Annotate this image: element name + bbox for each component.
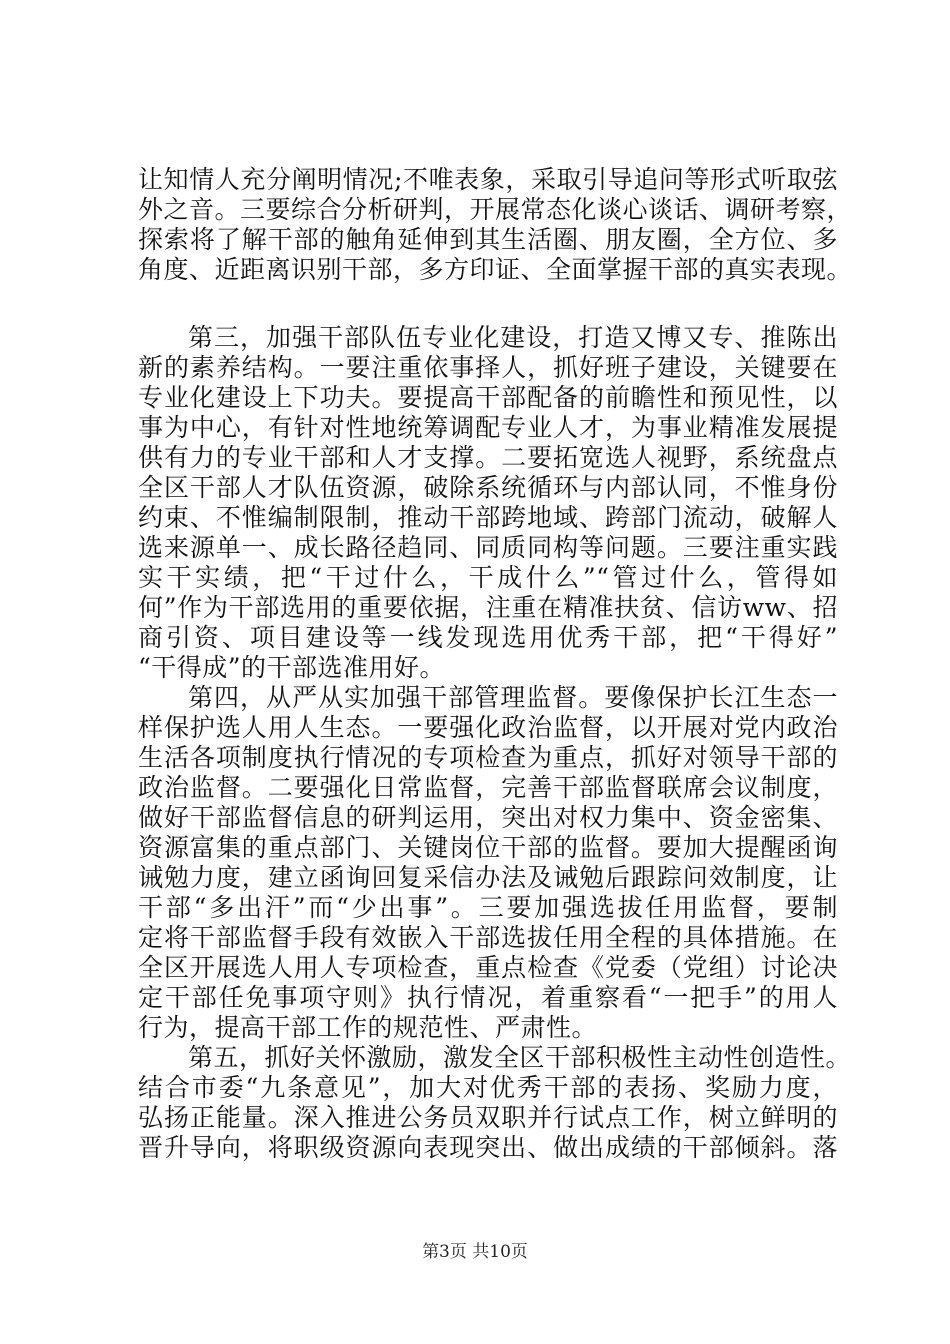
text-line: 约束、不惟编制限制，推动干部跨地域、跨部门流动，破解人	[138, 503, 838, 532]
text-line: 事为中心，有针对性地统筹调配专业人才，为事业精准发展提	[138, 413, 838, 442]
text-line: 供有力的专业干部和人才支撑。二要拓宽选人视野，系统盘点	[138, 443, 838, 472]
page-footer: 第3页 共10页	[422, 1242, 528, 1262]
text-line: 行为，提高干部工作的规范性、严肃性。	[138, 1013, 598, 1042]
paragraph	[138, 1043, 852, 1163]
text-line: 专业化建设上下功夫。要提高干部配备的前瞻性和预见性，以	[138, 383, 838, 412]
text-line: 选来源单一、成长路径趋同、同质同构等问题。三要注重实践	[138, 533, 838, 562]
text-line: 晋升导向，将职级资源向表现突出、做出成绩的干部倾斜。落	[138, 1133, 838, 1162]
text-line: 第四，从严从实加强干部管理监督。要像保护长江生态一	[188, 683, 838, 712]
text-line: 结合市委“九条意见”，加大对优秀干部的表扬、奖励力度，	[138, 1073, 838, 1102]
paragraph-gap	[138, 285, 838, 323]
text-line: 商引资、项目建设等一线发现选用优秀干部，把“干得好”	[138, 623, 838, 652]
text-line: 干部“多出汗”而“少出事”。三要加强选拔任用监督，要制	[138, 893, 838, 922]
paragraph	[138, 323, 838, 683]
paragraph	[138, 165, 853, 285]
text-line: 资源富集的重点部门、关键岗位干部的监督。要加大提醒函询	[138, 833, 838, 862]
text-line: “干得成”的干部选准用好。	[138, 653, 446, 682]
text-line: 实干实绩，把“干过什么，干成什么”“管过什么，管得如	[138, 563, 838, 592]
text-line: 第三，加强干部队伍专业化建设，打造又博又专、推陈出	[188, 323, 838, 352]
text-line: 政治监督。二要强化日常监督，完善干部监督联席会议制度，	[138, 773, 838, 802]
text-line: 全区干部人才队伍资源，破除系统循环与内部认同，不惟身份	[138, 473, 838, 502]
text-line: 外之音。三要综合分析研判，开展常态化谈心谈话、调研考察，	[138, 195, 853, 224]
text-line: 定干部任免事项守则》执行情况，着重察看“一把手”的用人	[138, 983, 838, 1012]
text-line: 诫勉力度，建立函询回复采信办法及诫勉后跟踪问效制度，让	[138, 863, 838, 892]
text-line: 全区开展选人用人专项检查，重点检查《党委（党组）讨论决	[138, 953, 838, 982]
paragraph	[138, 683, 838, 1043]
text-line: 弘扬正能量。深入推进公务员双职并行试点工作，树立鲜明的	[138, 1103, 838, 1132]
text-line: 样保护选人用人生态。一要强化政治监督，以开展对党内政治	[138, 713, 838, 742]
text-line: 何”作为干部选用的重要依据，注重在精准扶贫、信访ww、招	[138, 593, 838, 622]
text-line: 探索将了解干部的触角延伸到其生活圈、朋友圈，全方位、多	[138, 225, 838, 254]
text-line: 定将干部监督手段有效嵌入干部选拔任用全程的具体措施。在	[138, 923, 838, 952]
document-body	[138, 165, 853, 1163]
text-line: 新的素养结构。一要注重依事择人，抓好班子建设，关键要在	[138, 353, 838, 382]
text-line: 生活各项制度执行情况的专项检查为重点，抓好对领导干部的	[138, 743, 838, 772]
text-line: 做好干部监督信息的研判运用，突出对权力集中、资金密集、	[138, 803, 838, 832]
text-line: 角度、近距离识别干部，多方印证、全面掌握干部的真实表现。	[138, 255, 853, 284]
text-line: 让知情人充分阐明情况;不唯表象，采取引导追问等形式听取弦	[138, 165, 838, 194]
text-line: 第五，抓好关怀激励，激发全区干部积极性主动性创造性。	[188, 1043, 852, 1072]
